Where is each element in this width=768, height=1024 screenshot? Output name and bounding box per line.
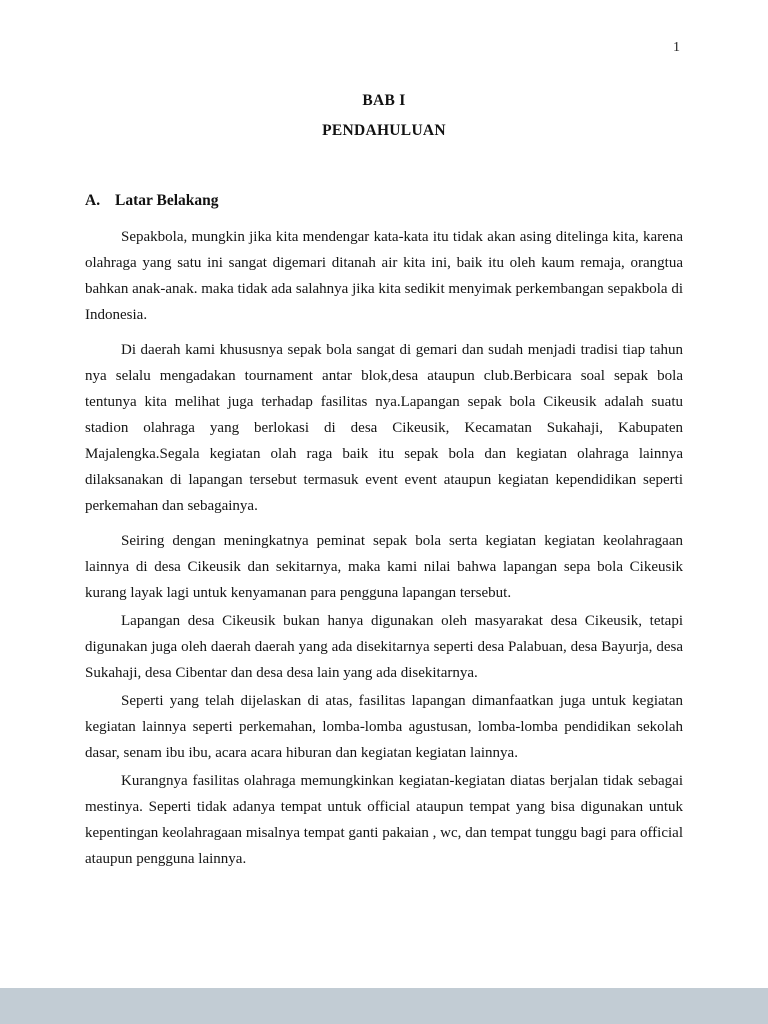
paragraph: Kurangnya fasilitas olahraga memungkinkan kegiatan-kegiatan diatas berjalan tidak sebagai mestinya. Seperti tidak adanya tempat untuk official ataupun tempat yang bisa digunakan untuk kepentingan keolahragaan misalnya tempat ganti pakaian , wc, dan tempat tunggu bagi para official ataupun pengguna lainnya.: [85, 773, 683, 867]
section-label: A.: [85, 192, 101, 209]
section-heading: [85, 192, 683, 210]
paragraph: Lapangan desa Cikeusik bukan hanya digunakan oleh masyarakat desa Cikeusik, tetapi digunakan juga oleh daerah daerah yang ada disekitarnya seperti desa Palabuan, desa Bayurja, desa Sukahaji, desa Cibentar dan desa desa lain yang ada disekitarnya.: [85, 613, 683, 681]
paragraph: Di daerah kami khususnya sepak bola sangat di gemari dan sudah menjadi tradisi tiap tahun nya selalu mengadakan tournament antar blok,desa ataupun club.Berbicara soal sepak bola tentunya kita melihat juga terhadap fasilitas nya.Lapangan sepak bola Cikeusik adalah suatu stadion olahraga yang berlokasi di desa Cikeusik, Kecamatan Sukahaji, Kabupaten Majalengka.Segala kegiatan olah raga baik itu sepak bola dan kegiatan olahraga lainnya dilaksanakan di lapangan tersebut termasuk event event ataupun kegiatan kependidikan seperti perkemahan dan sebagainya.: [85, 342, 683, 514]
chapter-subtitle: PENDAHULUAN: [322, 122, 446, 139]
page-bottom-band: [0, 988, 768, 1024]
paragraph: Seiring dengan meningkatnya peminat sepak bola serta kegiatan kegiatan keolahragaan lainnya di desa Cikeusik dan sekitarnya, maka kami nilai bahwa lapangan sepa bola Cikeusik kurang layak lagi untuk kenyamanan para pengguna lapangan tersebut.: [85, 533, 683, 601]
page-number: 1: [673, 40, 680, 55]
paragraph: Seperti yang telah dijelaskan di atas, fasilitas lapangan dimanfaatkan juga untuk kegiatan kegiatan lainnya seperti perkemahan, lomba-lomba agustusan, lomba-lomba pendidikan sekolah dasar, senam ibu ibu, acara acara hiburan dan kegiatan kegiatan lainnya.: [85, 693, 683, 761]
paragraph: Sepakbola, mungkin jika kita mendengar kata-kata itu tidak akan asing ditelinga kita, karena olahraga yang satu ini sangat digemari ditanah air kita ini, baik itu oleh kaum remaja, orangtua bahkan anak-anak. maka tidak ada salahnya jika kita sedikit menyimak perkembangan sepakbola di Indonesia.: [85, 229, 683, 323]
section-title: Latar Belakang: [115, 192, 219, 209]
body-text: [85, 224, 683, 872]
chapter-title: BAB I: [362, 92, 406, 109]
